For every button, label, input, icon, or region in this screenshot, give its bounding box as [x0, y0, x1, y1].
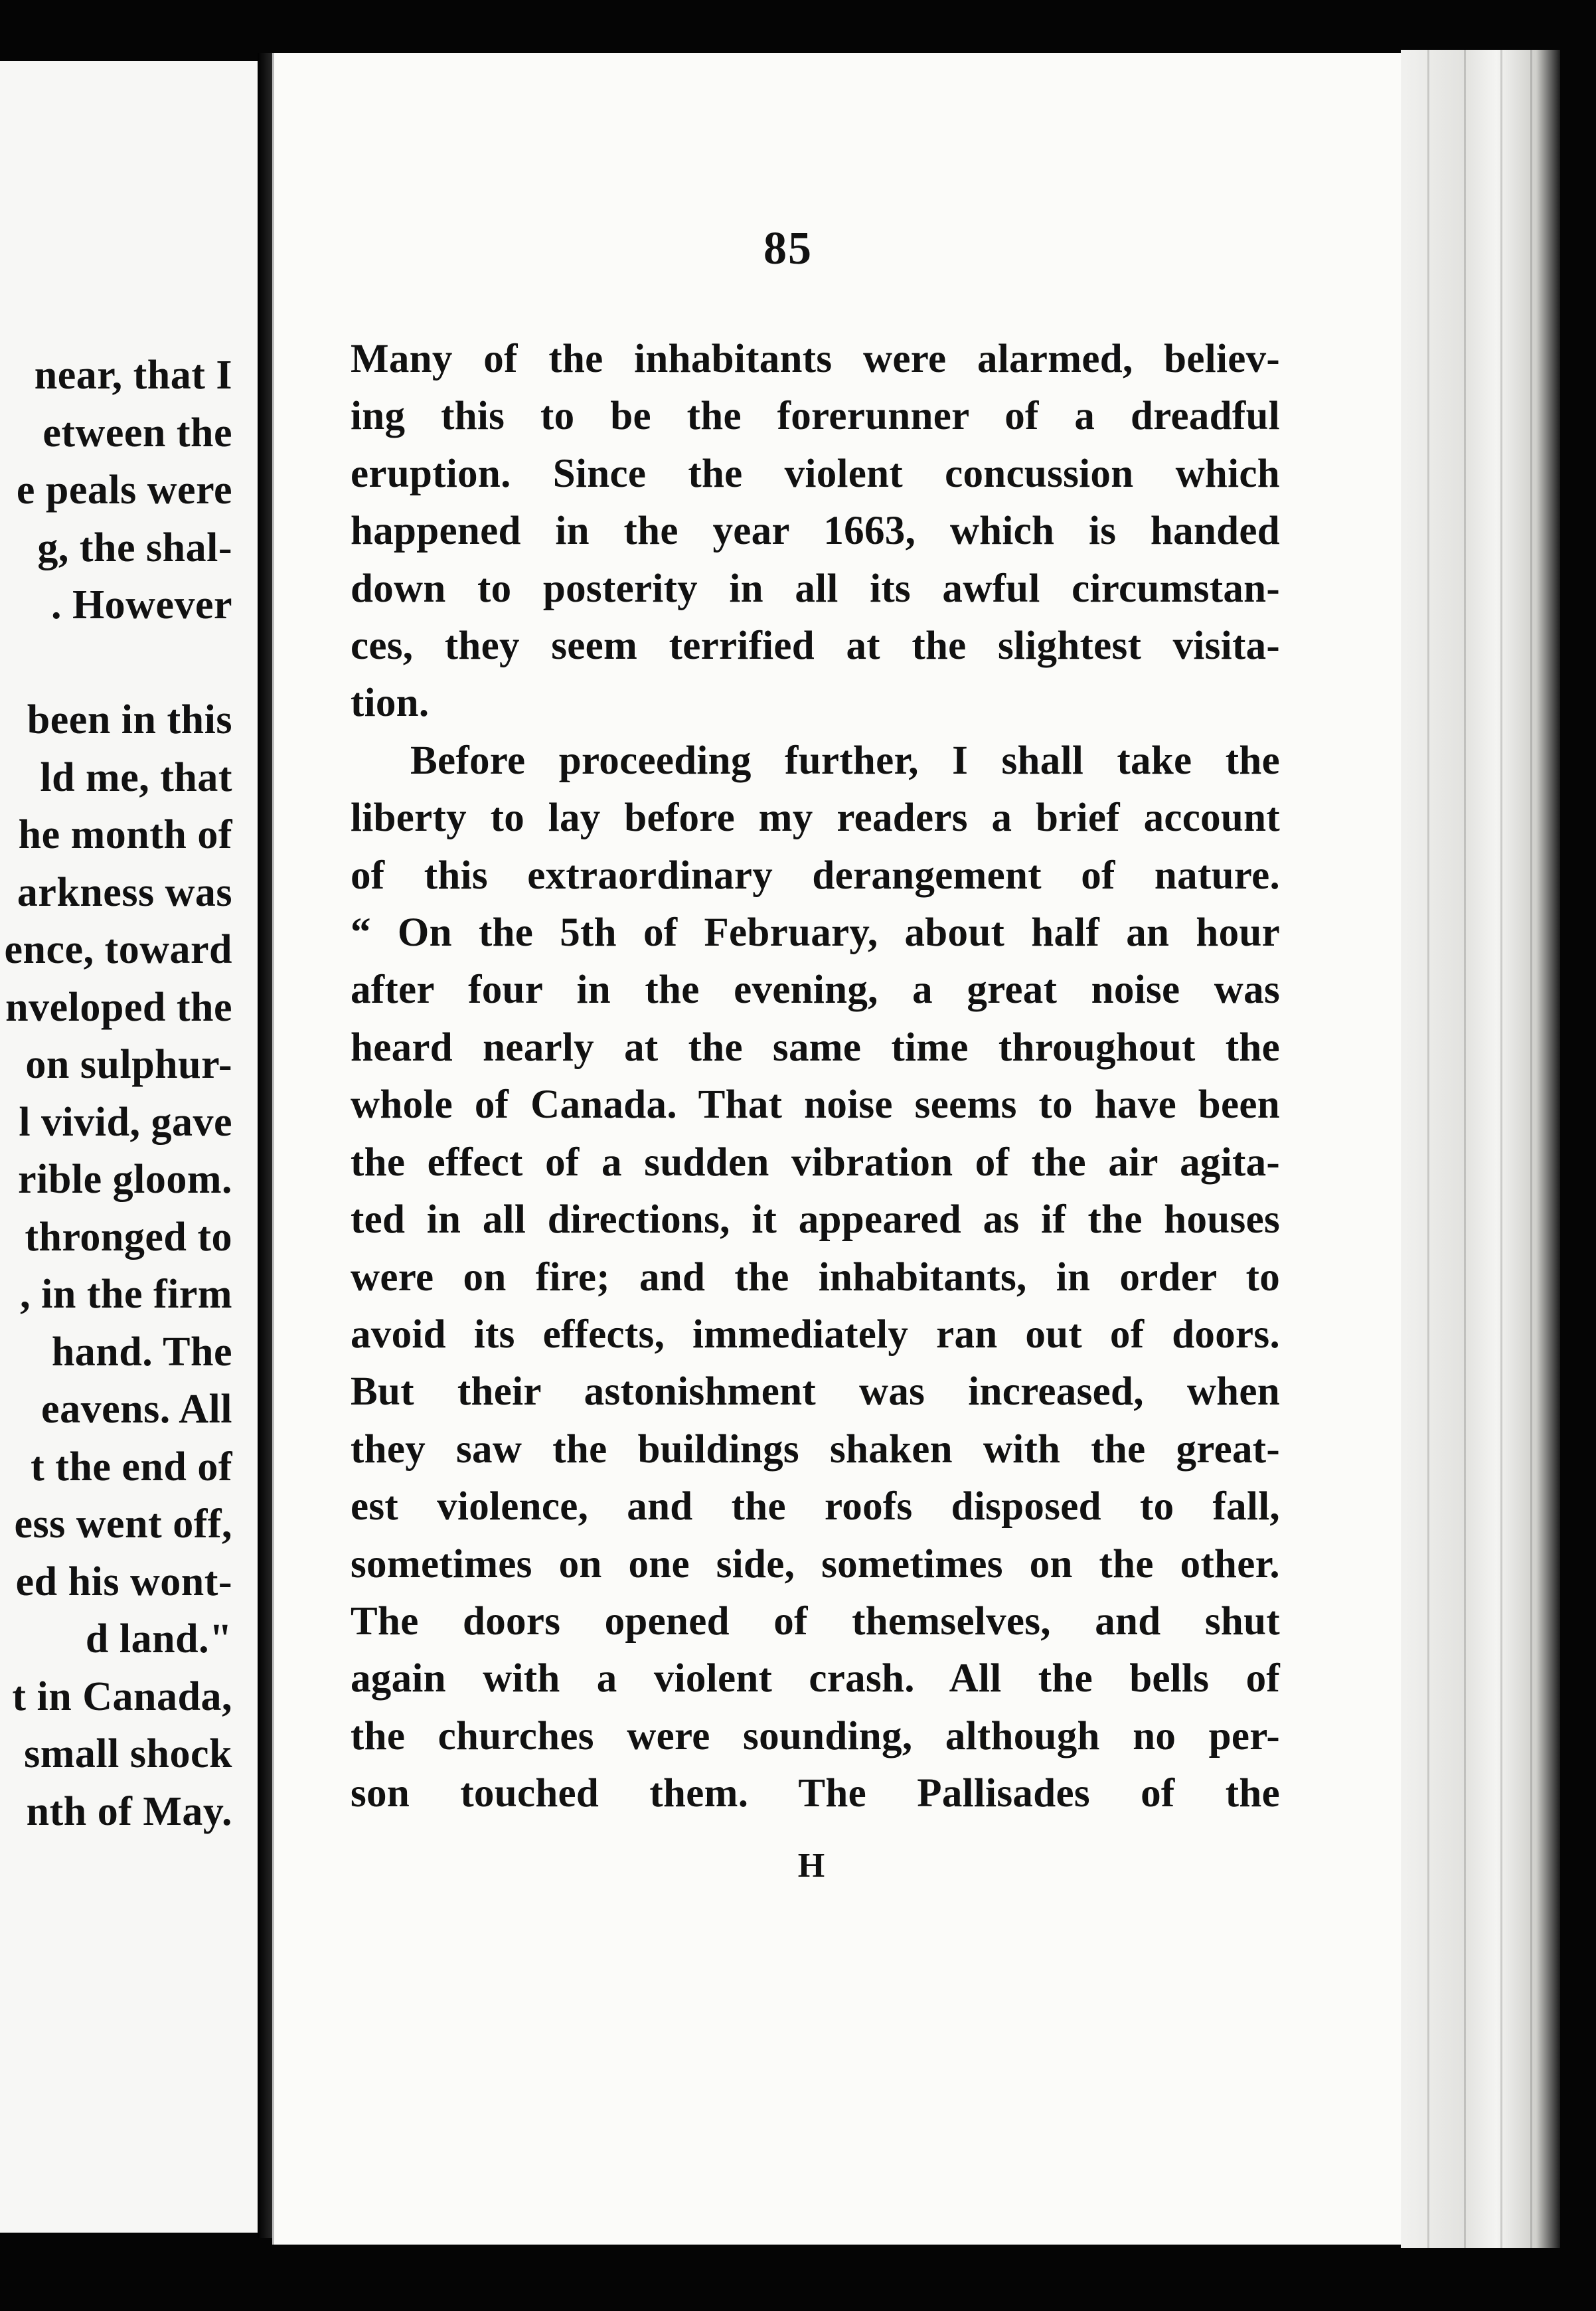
text-line: But their astonishment was increased, when	[351, 1369, 1280, 1414]
left-page-line: eavens. All	[41, 1387, 232, 1432]
left-page-line: near, that I	[34, 353, 232, 398]
left-page-line: hand. The	[51, 1329, 232, 1375]
page-edge-line	[1427, 50, 1429, 2248]
left-page-line: rible gloom.	[18, 1157, 232, 1202]
left-page-line: d land."	[85, 1616, 232, 1662]
text-line: sometimes on one side, sometimes on the other.	[351, 1541, 1280, 1586]
signature-mark: H	[797, 1847, 825, 1885]
text-line: est violence, and the roofs disposed to fall,	[351, 1484, 1280, 1529]
left-page-line: nth of May.	[26, 1788, 232, 1834]
text-line: again with a violent crash. All the bells of	[351, 1656, 1280, 1701]
text-line: The doors opened of themselves, and shut	[351, 1598, 1280, 1644]
page-edge-line	[1530, 50, 1532, 2248]
text-line: down to posterity in all its awful circumstan-	[351, 566, 1280, 611]
left-page-text	[0, 347, 232, 1840]
text-line: heard nearly at the same time throughout the	[351, 1025, 1280, 1070]
left-page-line: ess went off,	[14, 1501, 232, 1547]
page-edge-line	[1464, 50, 1466, 2248]
left-page-line: on sulphur-	[25, 1042, 232, 1087]
text-line: Many of the inhabitants were alarmed, believ-	[351, 337, 1280, 381]
left-page-line: ld me, that	[40, 754, 232, 800]
left-page-line: t in Canada,	[12, 1673, 232, 1719]
text-line: were on fire; and the inhabitants, in order to	[351, 1254, 1280, 1300]
left-page-line: e peals were	[16, 468, 232, 513]
left-page	[0, 61, 262, 2233]
text-line: of this extraordinary derangement of nature.	[351, 853, 1280, 898]
text-line: tion.	[351, 681, 430, 726]
left-page-line: g, the shal-	[37, 525, 232, 570]
left-page-line: t the end of	[31, 1444, 232, 1490]
page-number: 85	[763, 223, 813, 274]
left-page-line: small shock	[24, 1731, 232, 1776]
left-page-line: l vivid, gave	[19, 1099, 232, 1145]
page-edge-line	[1500, 50, 1502, 2248]
text-line: avoid its effects, immediately ran out of doors.	[351, 1312, 1280, 1357]
text-line: eruption. Since the violent concussion which	[351, 451, 1280, 496]
left-page-line: nveloped the	[5, 984, 232, 1030]
text-line: ted in all directions, it appeared as if the houses	[351, 1197, 1280, 1242]
left-page-line: , in the firm	[20, 1272, 232, 1317]
left-page-line: thronged to	[25, 1214, 232, 1260]
text-line: the churches were sounding, although no per-	[351, 1713, 1280, 1758]
text-line: they saw the buildings shaken with the great-	[351, 1426, 1280, 1472]
left-page-line: ed his wont-	[15, 1559, 232, 1604]
page-body-text	[351, 331, 1280, 1823]
text-line: Before proceeding further, I shall take the	[410, 738, 1280, 783]
left-page-line: been in this	[27, 697, 232, 742]
text-line: after four in the evening, a great noise was	[351, 968, 1280, 1013]
book-gutter	[258, 53, 274, 2238]
signature-mark-row	[0, 1846, 1596, 1885]
left-page-line: . However	[50, 582, 232, 628]
left-page-line: arkness was	[17, 869, 232, 915]
left-page-line: ence, toward	[4, 927, 232, 972]
text-line: happened in the year 1663, which is handed	[351, 509, 1280, 554]
text-line: liberty to lay before my readers a brief account	[351, 796, 1280, 841]
left-page-line	[0, 634, 232, 692]
text-line: ces, they seem terrified at the slightest visita-	[351, 624, 1280, 669]
text-line: son touched them. The Pallisades of the	[351, 1771, 1280, 1816]
text-line: ing this to be the forerunner of a dreadful	[351, 394, 1280, 439]
text-line: the effect of a sudden vibration of the air agita-	[351, 1140, 1280, 1185]
page-edges	[1401, 50, 1560, 2248]
left-page-line: etween the	[42, 410, 232, 456]
page-number-row	[0, 222, 1596, 276]
text-line: whole of Canada. That noise seems to have been	[351, 1082, 1280, 1128]
text-line: “ On the 5th of February, about half an hour	[351, 910, 1280, 956]
left-page-line: he month of	[18, 812, 232, 857]
